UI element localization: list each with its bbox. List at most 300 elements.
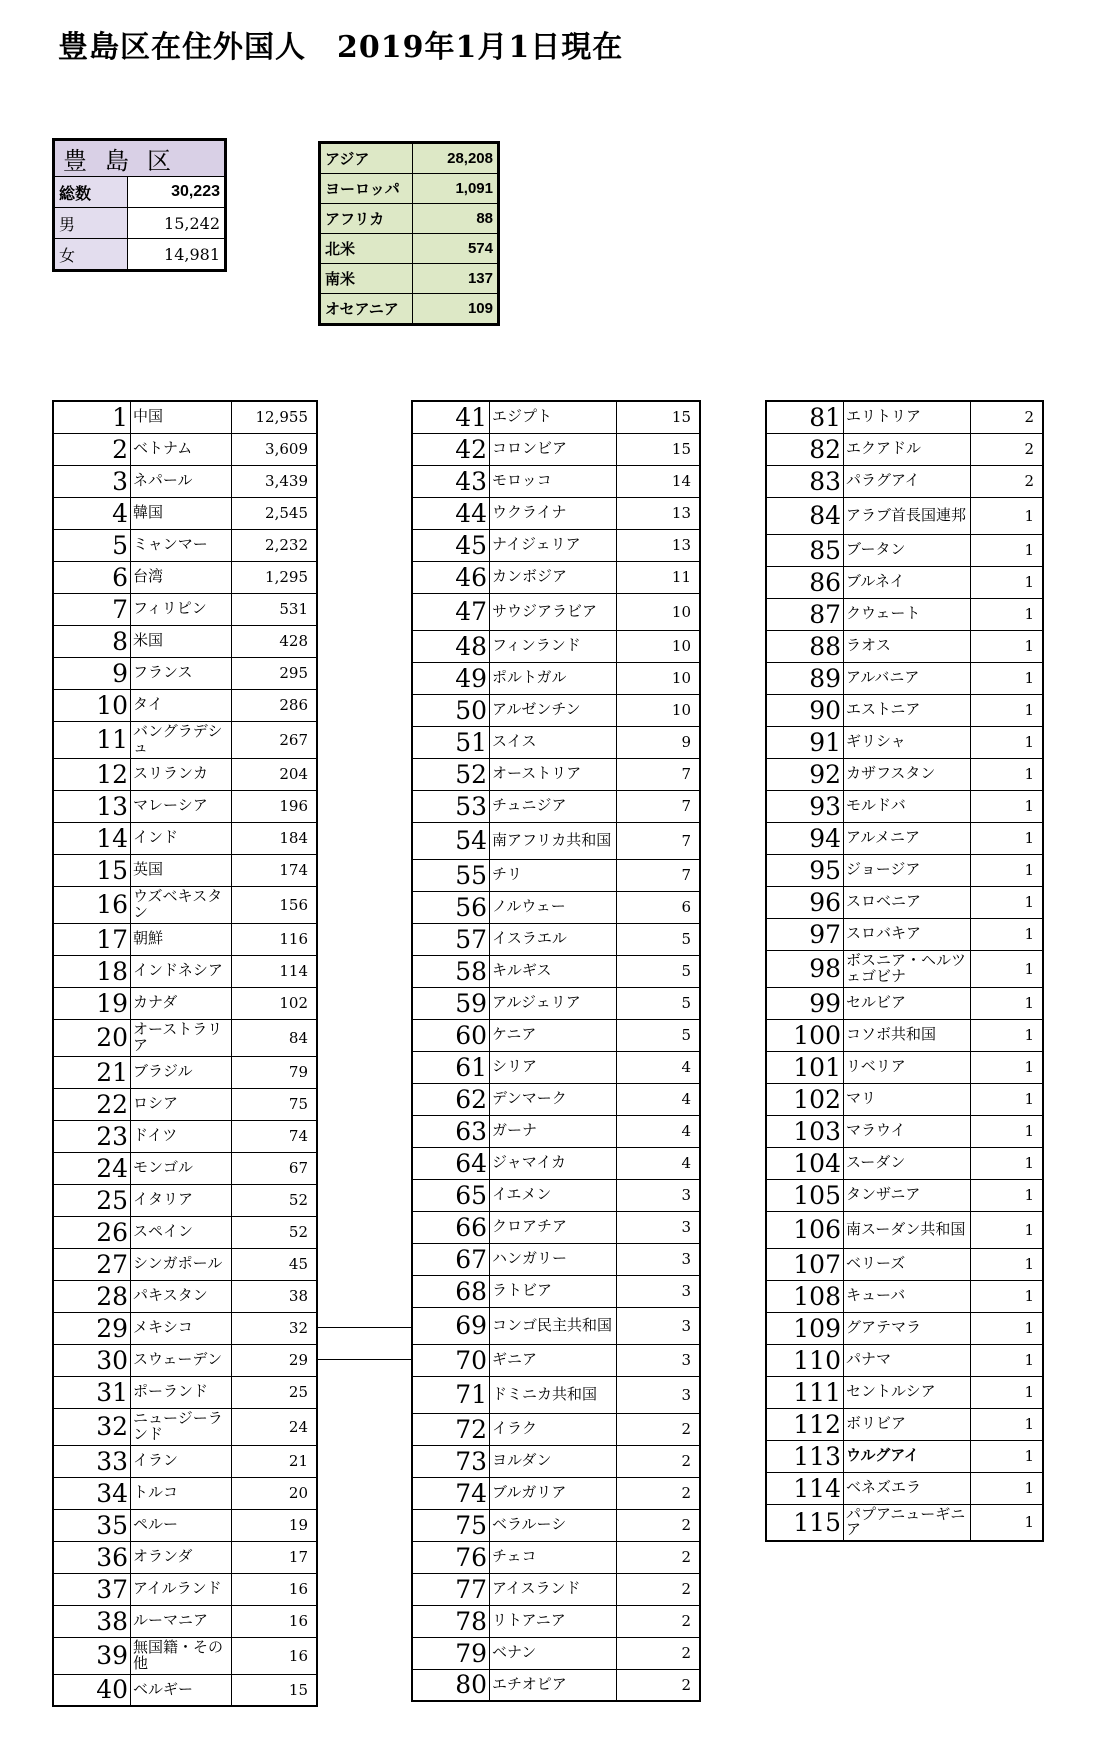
country-rank: 102	[766, 1083, 844, 1115]
country-rank: 87	[766, 598, 844, 630]
country-rank: 76	[412, 1541, 490, 1573]
country-name: チリ	[490, 859, 617, 891]
male-label: 男	[54, 208, 128, 239]
country-rank: 53	[412, 790, 490, 822]
country-rank: 92	[766, 758, 844, 790]
country-name: マリ	[844, 1083, 971, 1115]
country-count: 32	[232, 1312, 318, 1344]
country-rank: 31	[53, 1376, 131, 1408]
country-name: インドネシア	[131, 955, 232, 987]
country-rank: 104	[766, 1147, 844, 1179]
table-row	[412, 758, 700, 790]
country-rank: 6	[53, 561, 131, 593]
country-count: 196	[232, 790, 318, 822]
table-row	[766, 886, 1043, 918]
country-count: 2	[617, 1637, 701, 1669]
country-count: 1	[971, 1280, 1044, 1312]
country-rank: 79	[412, 1637, 490, 1669]
country-count: 1	[971, 1312, 1044, 1344]
table-row	[766, 1051, 1043, 1083]
country-name: キルギス	[490, 955, 617, 987]
table-row	[53, 1019, 317, 1056]
country-name: コロンビア	[490, 433, 617, 465]
country-rank: 86	[766, 566, 844, 598]
country-rank: 100	[766, 1019, 844, 1051]
country-rank: 32	[53, 1408, 131, 1445]
table-row	[53, 1120, 317, 1152]
country-name: チェコ	[490, 1541, 617, 1573]
country-count: 10	[617, 662, 701, 694]
region-value: 88	[413, 204, 499, 234]
country-count: 9	[617, 726, 701, 758]
country-count: 1	[971, 1115, 1044, 1147]
table-row	[412, 1344, 700, 1376]
country-name: クロアチア	[490, 1211, 617, 1243]
country-name: ニュージーランド	[131, 1408, 232, 1445]
country-count: 1	[971, 758, 1044, 790]
country-rank: 51	[412, 726, 490, 758]
country-name: 南スーダン共和国	[844, 1211, 971, 1248]
country-name: ドミニカ共和国	[490, 1376, 617, 1413]
country-rank: 10	[53, 689, 131, 721]
table-row	[412, 561, 700, 593]
ward-summary-table	[52, 138, 227, 272]
table-row	[766, 1408, 1043, 1440]
table-row	[53, 401, 317, 433]
country-name: イスラエル	[490, 923, 617, 955]
table-row	[53, 465, 317, 497]
country-name: ヨルダン	[490, 1445, 617, 1477]
country-rank: 83	[766, 465, 844, 497]
table-row	[412, 1376, 700, 1413]
table-row	[412, 1637, 700, 1669]
country-rank: 60	[412, 1019, 490, 1051]
table-row	[53, 987, 317, 1019]
country-rank: 85	[766, 534, 844, 566]
country-rank: 28	[53, 1280, 131, 1312]
country-rank: 80	[412, 1669, 490, 1701]
country-name: オランダ	[131, 1541, 232, 1573]
table-row	[766, 497, 1043, 534]
country-count: 4	[617, 1051, 701, 1083]
country-count: 2	[617, 1445, 701, 1477]
country-name: ブルネイ	[844, 566, 971, 598]
region-value: 1,091	[413, 174, 499, 204]
country-name: タンザニア	[844, 1179, 971, 1211]
female-label: 女	[54, 239, 128, 271]
country-count: 2	[617, 1413, 701, 1445]
country-rank: 54	[412, 822, 490, 859]
country-count: 3	[617, 1211, 701, 1243]
country-count: 11	[617, 561, 701, 593]
country-name: アルメニア	[844, 822, 971, 854]
country-name: ポーランド	[131, 1376, 232, 1408]
table-row	[412, 433, 700, 465]
table-row	[53, 1509, 317, 1541]
table-row	[53, 1445, 317, 1477]
country-name: 米国	[131, 625, 232, 657]
country-name: ギニア	[490, 1344, 617, 1376]
country-name: ペルー	[131, 1509, 232, 1541]
country-count: 3	[617, 1243, 701, 1275]
country-count: 1	[971, 726, 1044, 758]
region-label: ヨーロッパ	[320, 174, 413, 204]
table-row	[412, 790, 700, 822]
country-count: 156	[232, 886, 318, 923]
country-count: 15	[232, 1674, 318, 1706]
table-row	[412, 465, 700, 497]
country-count: 2	[617, 1605, 701, 1637]
table-row	[412, 1541, 700, 1573]
country-count: 1	[971, 1504, 1044, 1541]
table-row	[766, 1440, 1043, 1472]
table-row	[53, 854, 317, 886]
country-name: スウェーデン	[131, 1344, 232, 1376]
table-row	[53, 1056, 317, 1088]
country-count: 1	[971, 1051, 1044, 1083]
country-name: ラオス	[844, 630, 971, 662]
table-row	[766, 598, 1043, 630]
table-row	[53, 1216, 317, 1248]
table-row	[766, 1248, 1043, 1280]
country-name: モンゴル	[131, 1152, 232, 1184]
table-row	[766, 854, 1043, 886]
country-count: 1	[971, 1440, 1044, 1472]
male-value: 15,242	[128, 208, 226, 239]
country-rank: 90	[766, 694, 844, 726]
country-count: 1	[971, 1248, 1044, 1280]
country-count: 1	[971, 1019, 1044, 1051]
table-row	[766, 465, 1043, 497]
country-rank: 34	[53, 1477, 131, 1509]
table-row	[53, 1312, 317, 1344]
country-name: パプアニューギニア	[844, 1504, 971, 1541]
country-rank: 69	[412, 1307, 490, 1344]
table-row	[766, 1147, 1043, 1179]
country-count: 1	[971, 1147, 1044, 1179]
country-name: エジプト	[490, 401, 617, 433]
country-name: エクアドル	[844, 433, 971, 465]
country-name: パナマ	[844, 1344, 971, 1376]
country-count: 15	[617, 433, 701, 465]
country-name: ベナン	[490, 1637, 617, 1669]
country-count: 1	[971, 1376, 1044, 1408]
country-rank: 97	[766, 918, 844, 950]
table-row	[53, 1541, 317, 1573]
table-row	[53, 529, 317, 561]
country-count: 5	[617, 923, 701, 955]
country-name: エストニア	[844, 694, 971, 726]
country-name: オーストラリア	[131, 1019, 232, 1056]
country-count: 20	[232, 1477, 318, 1509]
country-rank: 9	[53, 657, 131, 689]
country-rank: 41	[412, 401, 490, 433]
table-row	[766, 790, 1043, 822]
country-name: フランス	[131, 657, 232, 689]
country-name: ルーマニア	[131, 1605, 232, 1637]
table-row	[53, 689, 317, 721]
country-count: 25	[232, 1376, 318, 1408]
country-count: 204	[232, 758, 318, 790]
country-count: 2	[617, 1573, 701, 1605]
country-count: 16	[232, 1637, 318, 1674]
country-count: 16	[232, 1573, 318, 1605]
country-name: ウルグアイ	[844, 1440, 971, 1472]
country-name: キューバ	[844, 1280, 971, 1312]
page-title: 豊島区在住外国人 2019年1月1日現在	[58, 30, 624, 65]
country-rank: 25	[53, 1184, 131, 1216]
table-row	[53, 1280, 317, 1312]
table-row	[412, 1307, 700, 1344]
region-value: 28,208	[413, 143, 499, 174]
table-row	[53, 497, 317, 529]
country-count: 3	[617, 1376, 701, 1413]
country-name: シリア	[490, 1051, 617, 1083]
country-rank: 27	[53, 1248, 131, 1280]
country-count: 1	[971, 566, 1044, 598]
country-rank: 68	[412, 1275, 490, 1307]
table-row	[766, 694, 1043, 726]
country-name: アルバニア	[844, 662, 971, 694]
table-row	[412, 1605, 700, 1637]
region-label: アジア	[320, 143, 413, 174]
country-name: 無国籍・その他	[131, 1637, 232, 1674]
country-rank: 7	[53, 593, 131, 625]
country-name: 南アフリカ共和国	[490, 822, 617, 859]
country-count: 116	[232, 923, 318, 955]
country-name: ハンガリー	[490, 1243, 617, 1275]
country-rank: 91	[766, 726, 844, 758]
country-count: 84	[232, 1019, 318, 1056]
country-rank: 105	[766, 1179, 844, 1211]
country-count: 38	[232, 1280, 318, 1312]
country-name: コソボ共和国	[844, 1019, 971, 1051]
table-row	[412, 1573, 700, 1605]
total-value: 30,223	[128, 177, 226, 208]
table-row	[412, 1413, 700, 1445]
country-name: ベトナム	[131, 433, 232, 465]
country-rank: 67	[412, 1243, 490, 1275]
country-name: インド	[131, 822, 232, 854]
country-count: 5	[617, 955, 701, 987]
table-row	[766, 1280, 1043, 1312]
country-count: 1	[971, 598, 1044, 630]
country-count: 1,295	[232, 561, 318, 593]
table-row	[412, 726, 700, 758]
country-name: スロバキア	[844, 918, 971, 950]
country-count: 7	[617, 822, 701, 859]
country-rank: 101	[766, 1051, 844, 1083]
country-name: ブラジル	[131, 1056, 232, 1088]
country-rank: 23	[53, 1120, 131, 1152]
table-row	[412, 1147, 700, 1179]
table-row	[412, 891, 700, 923]
table-row	[766, 662, 1043, 694]
country-rank: 63	[412, 1115, 490, 1147]
country-name: スペイン	[131, 1216, 232, 1248]
country-name: 中国	[131, 401, 232, 433]
table-row	[412, 955, 700, 987]
table-row	[412, 1243, 700, 1275]
table-row	[412, 662, 700, 694]
country-count: 114	[232, 955, 318, 987]
country-rank: 3	[53, 465, 131, 497]
country-count: 1	[971, 662, 1044, 694]
country-name: ラトビア	[490, 1275, 617, 1307]
table-row	[412, 497, 700, 529]
country-name: 朝鮮	[131, 923, 232, 955]
country-count: 29	[232, 1344, 318, 1376]
country-count: 12,955	[232, 401, 318, 433]
country-rank: 88	[766, 630, 844, 662]
country-rank: 14	[53, 822, 131, 854]
region-table	[318, 141, 500, 326]
table-row	[412, 1083, 700, 1115]
country-name: 英国	[131, 854, 232, 886]
country-rank: 94	[766, 822, 844, 854]
country-rank: 75	[412, 1509, 490, 1541]
country-count: 286	[232, 689, 318, 721]
country-rank: 5	[53, 529, 131, 561]
country-name: リトアニア	[490, 1605, 617, 1637]
region-label: アフリカ	[320, 204, 413, 234]
country-rank: 103	[766, 1115, 844, 1147]
country-count: 1	[971, 918, 1044, 950]
country-table-col-3	[765, 400, 1044, 1542]
region-value: 137	[413, 264, 499, 294]
country-name: パラグアイ	[844, 465, 971, 497]
country-rank: 62	[412, 1083, 490, 1115]
country-name: ボリビア	[844, 1408, 971, 1440]
country-count: 2	[971, 433, 1044, 465]
table-row	[766, 950, 1043, 987]
country-count: 2	[617, 1669, 701, 1701]
region-value: 574	[413, 234, 499, 264]
country-name: オーストリア	[490, 758, 617, 790]
table-row	[412, 1115, 700, 1147]
country-rank: 52	[412, 758, 490, 790]
country-count: 10	[617, 630, 701, 662]
country-rank: 29	[53, 1312, 131, 1344]
table-row	[766, 401, 1043, 433]
country-name: デンマーク	[490, 1083, 617, 1115]
total-label: 総数	[54, 177, 128, 208]
country-name: ロシア	[131, 1088, 232, 1120]
country-rank: 56	[412, 891, 490, 923]
divider-line	[318, 1327, 411, 1328]
table-row	[766, 1211, 1043, 1248]
table-row	[53, 721, 317, 758]
country-name: モルドバ	[844, 790, 971, 822]
table-row	[412, 1669, 700, 1701]
region-label: 北米	[320, 234, 413, 264]
country-rank: 11	[53, 721, 131, 758]
country-count: 52	[232, 1216, 318, 1248]
country-count: 2	[617, 1477, 701, 1509]
country-rank: 115	[766, 1504, 844, 1541]
country-rank: 96	[766, 886, 844, 918]
country-rank: 33	[53, 1445, 131, 1477]
country-name: セルビア	[844, 987, 971, 1019]
table-row	[412, 923, 700, 955]
table-row	[412, 1477, 700, 1509]
country-rank: 89	[766, 662, 844, 694]
country-name: ギリシャ	[844, 726, 971, 758]
country-rank: 19	[53, 987, 131, 1019]
country-name: カナダ	[131, 987, 232, 1019]
country-rank: 4	[53, 497, 131, 529]
country-rank: 73	[412, 1445, 490, 1477]
country-rank: 46	[412, 561, 490, 593]
country-count: 17	[232, 1541, 318, 1573]
table-row	[53, 1184, 317, 1216]
table-row	[53, 886, 317, 923]
country-rank: 72	[412, 1413, 490, 1445]
country-count: 2,545	[232, 497, 318, 529]
country-count: 5	[617, 1019, 701, 1051]
country-name: グアテマラ	[844, 1312, 971, 1344]
country-rank: 30	[53, 1344, 131, 1376]
country-count: 7	[617, 758, 701, 790]
country-rank: 1	[53, 401, 131, 433]
country-count: 1	[971, 822, 1044, 854]
country-rank: 64	[412, 1147, 490, 1179]
table-row	[53, 625, 317, 657]
country-rank: 13	[53, 790, 131, 822]
country-count: 1	[971, 1179, 1044, 1211]
country-rank: 66	[412, 1211, 490, 1243]
country-count: 2	[971, 465, 1044, 497]
country-rank: 70	[412, 1344, 490, 1376]
country-rank: 47	[412, 593, 490, 630]
table-row	[53, 1248, 317, 1280]
female-value: 14,981	[128, 239, 226, 271]
country-count: 2	[971, 401, 1044, 433]
country-rank: 39	[53, 1637, 131, 1674]
table-row	[412, 1509, 700, 1541]
country-name: ブルガリア	[490, 1477, 617, 1509]
country-rank: 24	[53, 1152, 131, 1184]
country-count: 1	[971, 534, 1044, 566]
country-rank: 38	[53, 1605, 131, 1637]
country-rank: 57	[412, 923, 490, 955]
table-row	[53, 822, 317, 854]
country-name: ポルトガル	[490, 662, 617, 694]
country-count: 1	[971, 1408, 1044, 1440]
country-count: 102	[232, 987, 318, 1019]
country-rank: 15	[53, 854, 131, 886]
table-row	[766, 630, 1043, 662]
table-row	[766, 566, 1043, 598]
table-row	[412, 1275, 700, 1307]
country-name: スイス	[490, 726, 617, 758]
country-count: 3	[617, 1307, 701, 1344]
country-name: シンガポール	[131, 1248, 232, 1280]
country-rank: 78	[412, 1605, 490, 1637]
country-name: イラク	[490, 1413, 617, 1445]
table-row	[766, 534, 1043, 566]
country-count: 45	[232, 1248, 318, 1280]
table-row	[53, 1605, 317, 1637]
table-row	[412, 859, 700, 891]
country-rank: 77	[412, 1573, 490, 1605]
table-row	[766, 1376, 1043, 1408]
table-row	[766, 1179, 1043, 1211]
country-rank: 45	[412, 529, 490, 561]
country-name: フィリピン	[131, 593, 232, 625]
country-count: 13	[617, 529, 701, 561]
country-name: ボスニア・ヘルツェゴビナ	[844, 950, 971, 987]
